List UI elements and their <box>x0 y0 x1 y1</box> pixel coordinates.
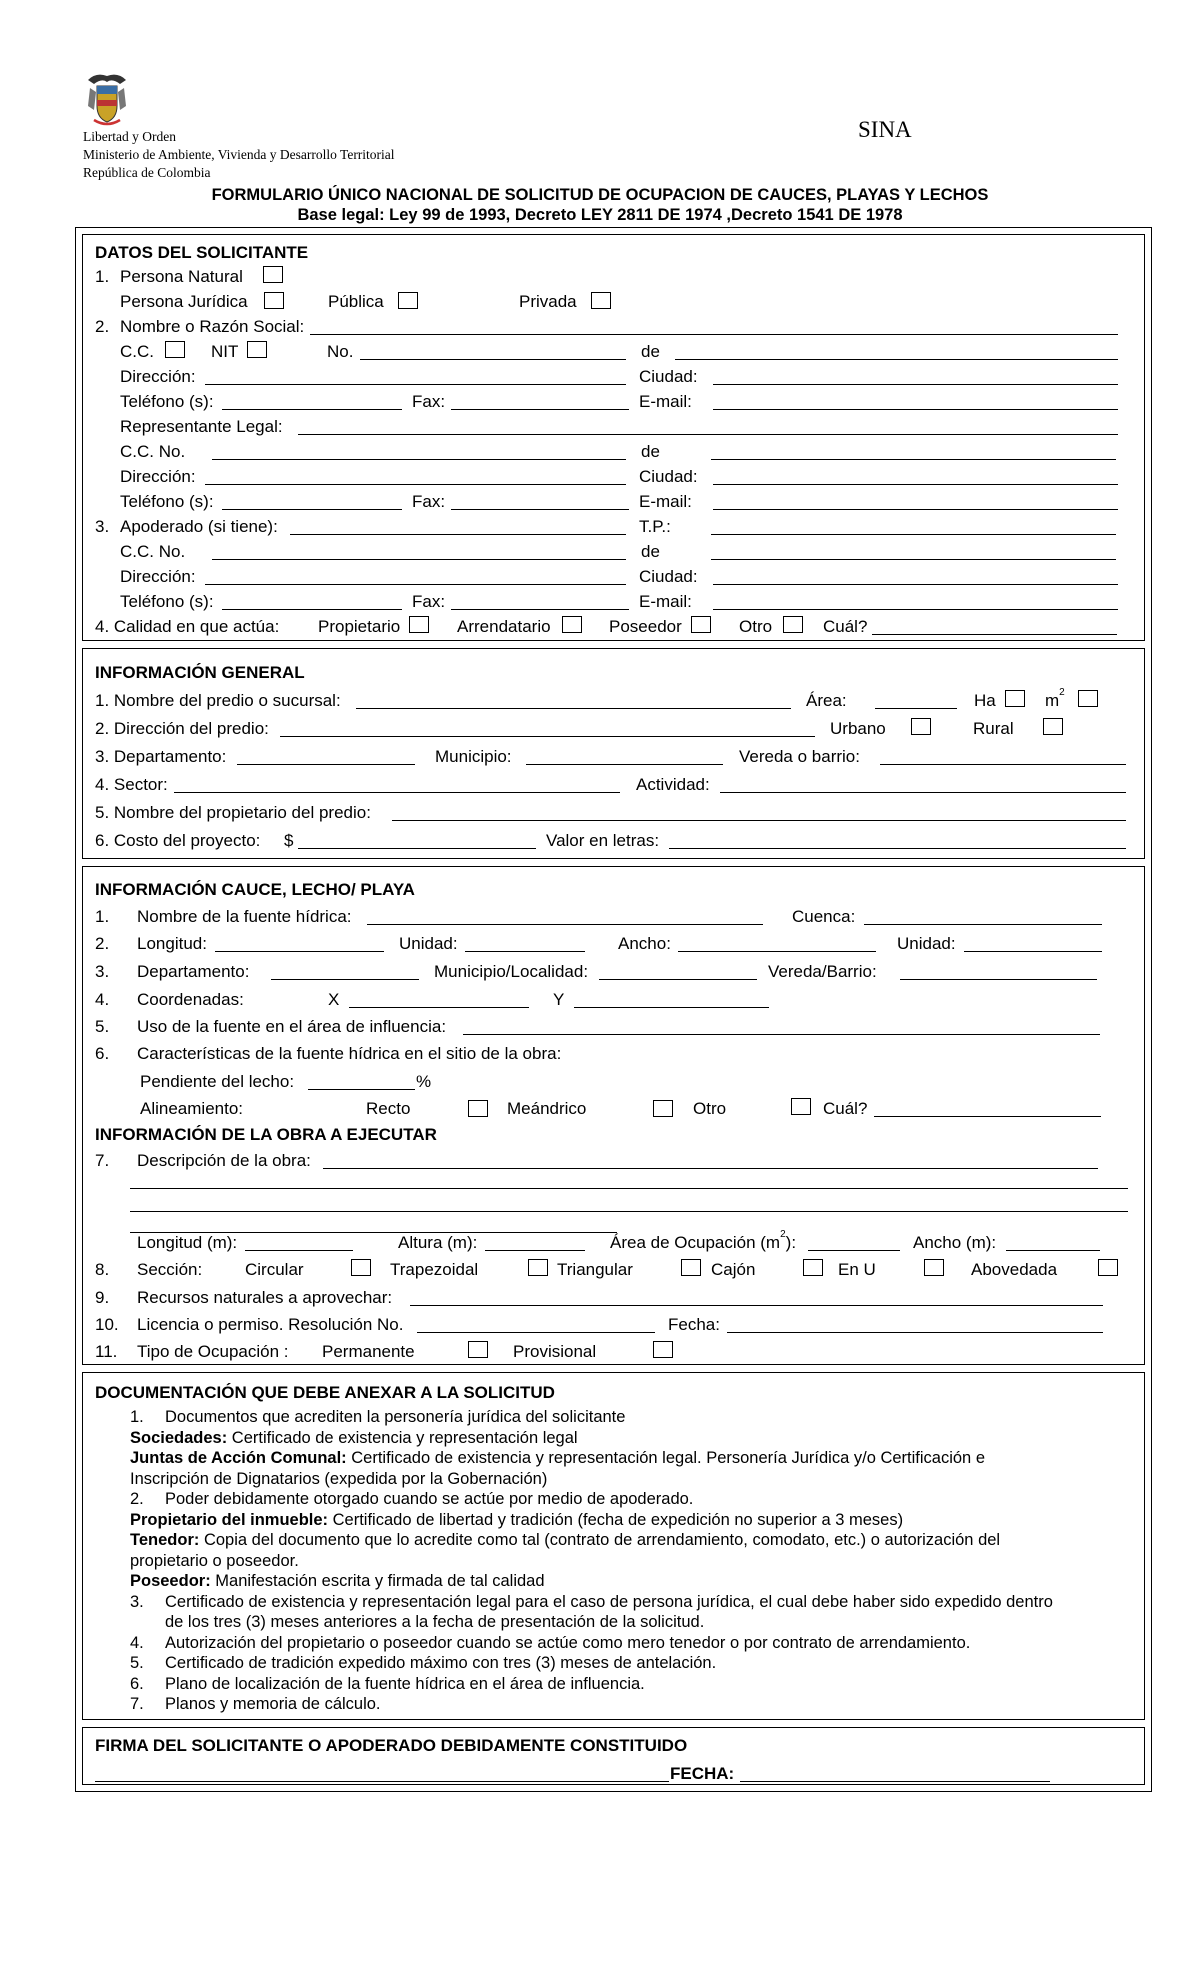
propietario-label: Propietario <box>318 617 401 636</box>
cauce-municipio-field[interactable] <box>599 979 757 980</box>
item-number: 3. <box>95 517 110 536</box>
doc-item-6: Plano de localización de la fuente hídrica en el área de influencia. <box>165 1675 645 1693</box>
cauce-municipio-label: Municipio/Localidad: <box>434 962 589 981</box>
rep-direccion-field[interactable] <box>205 484 626 485</box>
org-line-3: República de Colombia <box>83 165 211 180</box>
item-number: 5. <box>95 1017 110 1036</box>
rep-fax-label: Fax: <box>412 492 446 511</box>
rep-email-label: E-mail: <box>639 492 692 511</box>
costo-label: 6. Costo del proyecto: <box>95 831 261 850</box>
rep-telefono-field[interactable] <box>222 509 402 510</box>
apod-telefono-label: Teléfono (s): <box>120 592 214 611</box>
rep-cc-field[interactable] <box>212 459 626 460</box>
otro-label: Otro <box>739 617 773 636</box>
unidad-field[interactable] <box>465 951 585 952</box>
direccion-label: Dirección: <box>120 367 196 386</box>
licencia-fecha-field[interactable] <box>727 1332 1103 1333</box>
de-label: de <box>641 342 660 361</box>
altura-m-field[interactable] <box>485 1250 585 1251</box>
licencia-fecha-label: Fecha: <box>668 1315 720 1334</box>
rep-fax-field[interactable] <box>451 509 629 510</box>
unidad-label: Unidad: <box>399 934 458 953</box>
ancho-field[interactable] <box>678 951 876 952</box>
fuente-field[interactable] <box>367 924 763 925</box>
de-label: de <box>641 542 660 561</box>
item-number: 2. <box>95 317 110 336</box>
apod-telefono-field[interactable] <box>222 609 402 610</box>
apoderado-label: Apoderado (si tiene): <box>120 517 278 536</box>
apod-fax-label: Fax: <box>412 592 446 611</box>
firma-fecha-field[interactable] <box>740 1781 1050 1782</box>
uso-field[interactable] <box>463 1034 1100 1035</box>
sector-label: 4. Sector: <box>95 775 168 794</box>
fuente-label: Nombre de la fuente hídrica: <box>137 907 352 926</box>
doc-juntas-cont: Inscripción de Dignatarios (expedida por la Gobernación) <box>130 1470 548 1488</box>
urbano-checkbox[interactable] <box>911 718 931 735</box>
tp-field[interactable] <box>711 534 1116 535</box>
item-number: 9. <box>95 1288 110 1307</box>
persona-natural-checkbox[interactable] <box>263 266 283 283</box>
longitud-m-field[interactable] <box>245 1250 353 1251</box>
area-ocupacion-field[interactable] <box>808 1250 900 1251</box>
item-number: 1. <box>95 907 110 926</box>
nombre-razon-field[interactable] <box>310 334 1118 335</box>
vereda-label: Vereda o barrio: <box>739 747 860 766</box>
item-number: 4. <box>95 990 110 1009</box>
sector-field[interactable] <box>174 792 620 793</box>
org-line-1: Libertad y Orden <box>83 129 176 144</box>
licencia-label: Licencia o permiso. Resolución No. <box>137 1315 404 1334</box>
rep-cc-label: C.C. No. <box>120 442 186 461</box>
fax-label: Fax: <box>412 392 446 411</box>
telefono-field[interactable] <box>222 409 402 410</box>
doc-number: 2. <box>130 1490 144 1508</box>
provisional-checkbox[interactable] <box>653 1341 673 1358</box>
actividad-field[interactable] <box>720 792 1126 793</box>
email-field[interactable] <box>713 409 1118 410</box>
sina-label: SINA <box>858 117 912 142</box>
tp-label: T.P.: <box>639 517 671 536</box>
cual-field[interactable] <box>872 634 1117 635</box>
departamento-label: 3. Departamento: <box>95 747 227 766</box>
x-label: X <box>328 990 340 1009</box>
descripcion-field-3[interactable] <box>130 1211 1128 1212</box>
persona-juridica-label: Persona Jurídica <box>120 292 248 311</box>
triangular-checkbox[interactable] <box>681 1259 701 1276</box>
ciudad-label: Ciudad: <box>639 367 698 386</box>
ancho-m-field[interactable] <box>1006 1250 1100 1251</box>
cauce-otro-label: Otro <box>693 1099 727 1118</box>
municipio-label: Municipio: <box>435 747 512 766</box>
descripcion-field-1[interactable] <box>323 1168 1098 1169</box>
publica-checkbox[interactable] <box>398 292 418 309</box>
poseedor-label: Poseedor <box>609 617 682 636</box>
percent-sign: % <box>416 1072 432 1091</box>
nombre-razon-label: Nombre o Razón Social: <box>120 317 305 336</box>
rep-direccion-label: Dirección: <box>120 467 196 486</box>
valor-letras-label: Valor en letras: <box>546 831 660 850</box>
trapezoidal-checkbox[interactable] <box>528 1259 548 1276</box>
cual-label: Cuál? <box>823 617 868 636</box>
section-title: INFORMACIÓN CAUCE, LECHO/ PLAYA <box>95 880 415 899</box>
m2-checkbox[interactable] <box>1078 690 1098 707</box>
apod-direccion-label: Dirección: <box>120 567 196 586</box>
propietario-predio-label: 5. Nombre del propietario del predio: <box>95 803 371 822</box>
alineamiento-label: Alineamiento: <box>140 1099 244 1118</box>
propietario-predio-field[interactable] <box>392 820 1126 821</box>
item-number: 8. <box>95 1260 110 1279</box>
item-number: 3. <box>95 962 110 981</box>
fax-field[interactable] <box>451 409 629 410</box>
area-label: Área: <box>806 691 847 710</box>
circular-label: Circular <box>245 1260 304 1279</box>
arrendatario-label: Arrendatario <box>457 617 551 636</box>
m2-label: $m^2$ <box>1045 687 1065 710</box>
trapezoidal-label: Trapezoidal <box>390 1260 479 1279</box>
abovedada-checkbox[interactable] <box>1098 1259 1118 1276</box>
item-number: 2. <box>95 934 110 953</box>
doc-number: 1. <box>130 1408 144 1426</box>
unidad-2-field[interactable] <box>964 951 1102 952</box>
meandrico-checkbox[interactable] <box>653 1100 673 1117</box>
doc-tenedor: Tenedor: Copia del documento que lo acredite como tal (contrato de arrendamiento, comodato, etc.) o autorización del <box>130 1531 1001 1549</box>
coordenadas-label: Coordenadas: <box>137 990 244 1009</box>
doc-number: 3. <box>130 1593 144 1611</box>
en-u-checkbox[interactable] <box>924 1259 944 1276</box>
firma-field[interactable] <box>95 1781 669 1782</box>
item-number: 1. <box>95 267 110 286</box>
persona-juridica-checkbox[interactable] <box>264 292 284 309</box>
doc-juntas: Juntas de Acción Comunal: Certificado de existencia y representación legal. Personería Jurídica y/o Certificación e <box>130 1449 985 1467</box>
doc-item-3-cont: de los tres (3) meses anteriores a la fecha de presentación de la solicitud. <box>165 1613 705 1631</box>
rep-telefono-label: Teléfono (s): <box>120 492 214 511</box>
item-number: 11. <box>95 1342 118 1361</box>
nombre-predio-label: 1. Nombre del predio o sucursal: <box>95 691 341 710</box>
doc-propietario: Propietario del inmueble: Certificado de libertad y tradición (fecha de expedición no superior a 3 meses) <box>130 1511 904 1529</box>
apod-direccion-field[interactable] <box>205 584 626 585</box>
rural-checkbox[interactable] <box>1043 718 1063 735</box>
resolucion-field[interactable] <box>417 1332 655 1333</box>
org-line-2: Ministerio de Ambiente, Vivienda y Desarrollo Territorial <box>83 147 395 162</box>
coord-y-field[interactable] <box>574 1007 769 1008</box>
rep-cc-city-field[interactable] <box>711 459 1116 460</box>
altura-m-label: Altura (m): <box>398 1233 478 1252</box>
triangular-label: Triangular <box>557 1260 633 1279</box>
publica-label: Pública <box>328 292 384 311</box>
cauce-vereda-field[interactable] <box>900 979 1097 980</box>
direccion-field[interactable] <box>205 384 626 385</box>
ha-checkbox[interactable] <box>1005 690 1025 707</box>
cc-checkbox[interactable] <box>165 341 185 358</box>
recto-checkbox[interactable] <box>468 1100 488 1117</box>
no-label: No. <box>327 342 354 361</box>
item-number: 10. <box>95 1315 119 1334</box>
rural-label: Rural <box>973 719 1014 738</box>
cajon-checkbox[interactable] <box>803 1259 823 1276</box>
cauce-cual-label: Cuál? <box>823 1099 868 1118</box>
coat-of-arms-seal <box>82 70 132 128</box>
pendiente-label: Pendiente del lecho: <box>140 1072 295 1091</box>
municipio-field[interactable] <box>526 764 723 765</box>
document-number-field[interactable] <box>360 359 626 360</box>
caracteristicas-label: Características de la fuente hídrica en el sitio de la obra: <box>137 1044 562 1063</box>
permanente-label: Permanente <box>322 1342 415 1361</box>
ha-label: Ha <box>974 691 996 710</box>
obra-title: INFORMACIÓN DE LA OBRA A EJECUTAR <box>95 1125 437 1144</box>
ancho-m-label: Ancho (m): <box>913 1233 997 1252</box>
longitud-label: Longitud: <box>137 934 207 953</box>
departamento-field[interactable] <box>237 764 415 765</box>
nit-checkbox[interactable] <box>247 341 267 358</box>
doc-item-7: Planos y memoria de cálculo. <box>165 1695 381 1713</box>
direccion-predio-field[interactable] <box>280 736 815 737</box>
doc-item-2: Poder debidamente otorgado cuando se actúe por medio de apoderado. <box>165 1490 694 1508</box>
firma-fecha-label: FECHA: <box>670 1764 735 1783</box>
doc-sociedades: Sociedades: Certificado de existencia y representación legal <box>130 1429 578 1447</box>
privada-label: Privada <box>519 292 577 311</box>
valor-letras-field[interactable] <box>669 848 1126 849</box>
costo-field[interactable] <box>298 848 536 849</box>
cauce-departamento-label: Departamento: <box>137 962 250 981</box>
doc-number: 6. <box>130 1675 144 1693</box>
doc-item-5: Certificado de tradición expedido máximo con tres (3) meses de antelación. <box>165 1654 717 1672</box>
rep-ciudad-field[interactable] <box>713 484 1118 485</box>
descripcion-field-2[interactable] <box>130 1188 1128 1189</box>
poseedor-checkbox[interactable] <box>691 616 711 633</box>
telefono-label: Teléfono (s): <box>120 392 214 411</box>
doc-poseedor: Poseedor: Manifestación escrita y firmada de tal calidad <box>130 1572 545 1590</box>
unidad-2-label: Unidad: <box>897 934 956 953</box>
recursos-field[interactable] <box>410 1305 1103 1306</box>
item-number: 7. <box>95 1151 110 1170</box>
de-label: de <box>641 442 660 461</box>
otro-checkbox[interactable] <box>783 616 803 633</box>
email-label: E-mail: <box>639 392 692 411</box>
meandrico-label: Meándrico <box>507 1099 587 1118</box>
cc-label: C.C. <box>120 342 154 361</box>
item-number: 6. <box>95 1044 110 1063</box>
apod-fax-field[interactable] <box>451 609 629 610</box>
provisional-label: Provisional <box>513 1342 597 1361</box>
coord-x-field[interactable] <box>349 1007 529 1008</box>
cajon-label: Cajón <box>711 1260 756 1279</box>
abovedada-label: Abovedada <box>971 1260 1058 1279</box>
section-title: DOCUMENTACIÓN QUE DEBE ANEXAR A LA SOLICITUD <box>95 1383 555 1402</box>
descripcion-label: Descripción de la obra: <box>137 1151 311 1170</box>
arrendatario-checkbox[interactable] <box>562 616 582 633</box>
form-title: FORMULARIO ÚNICO NACIONAL DE SOLICITUD DE OCUPACION DE CAUCES, PLAYAS Y LECHOS <box>211 186 989 204</box>
ciudad-field[interactable] <box>713 384 1118 385</box>
apod-cc-label: C.C. No. <box>120 542 186 561</box>
section-title: FIRMA DEL SOLICITANTE O APODERADO DEBIDAMENTE CONSTITUIDO <box>95 1736 688 1755</box>
doc-item-4: Autorización del propietario o poseedor cuando se actúe como mero tenedor o por contrato de arrendamiento. <box>165 1634 971 1652</box>
tipo-ocupacion-label: Tipo de Ocupación : <box>137 1342 289 1361</box>
pendiente-field[interactable] <box>308 1089 415 1090</box>
doc-number: 7. <box>130 1695 144 1713</box>
en-u-label: En U <box>838 1260 876 1279</box>
persona-natural-label: Persona Natural <box>120 267 243 286</box>
cauce-departamento-field[interactable] <box>271 979 419 980</box>
y-label: Y <box>553 990 565 1009</box>
apod-ciudad-label: Ciudad: <box>639 567 698 586</box>
rep-email-field[interactable] <box>713 509 1118 510</box>
doc-item-3: Certificado de existencia y representación legal para el caso de persona jurídica, el cual debe haber sido expedido dentro <box>165 1593 1053 1611</box>
representante-label: Representante Legal: <box>120 417 283 436</box>
seccion-label: Sección: <box>137 1260 203 1279</box>
area-field[interactable] <box>875 708 957 709</box>
cuenca-label: Cuenca: <box>792 907 856 926</box>
document-city-field[interactable] <box>675 359 1118 360</box>
circular-checkbox[interactable] <box>351 1259 371 1276</box>
nombre-predio-field[interactable] <box>356 708 791 709</box>
apoderado-field[interactable] <box>290 534 626 535</box>
recto-label: Recto <box>366 1099 411 1118</box>
doc-tenedor-cont: propietario o poseedor. <box>130 1552 299 1570</box>
cauce-cual-field[interactable] <box>874 1116 1101 1117</box>
propietario-checkbox[interactable] <box>409 616 429 633</box>
actividad-label: Actividad: <box>636 775 710 794</box>
longitud-field[interactable] <box>215 951 384 952</box>
urbano-label: Urbano <box>830 719 886 738</box>
doc-item-1: Documentos que acrediten la personería jurídica del solicitante <box>165 1408 626 1426</box>
cauce-otro-checkbox[interactable] <box>791 1098 811 1115</box>
cauce-vereda-label: Vereda/Barrio: <box>768 962 877 981</box>
nit-label: NIT <box>211 342 239 361</box>
apod-email-field[interactable] <box>713 609 1118 610</box>
apod-cc-city-field[interactable] <box>711 559 1116 560</box>
representante-field[interactable] <box>298 434 1118 435</box>
apod-email-label: E-mail: <box>639 592 692 611</box>
section-title: DATOS DEL SOLICITANTE <box>95 243 309 262</box>
uso-label: Uso de la fuente en el área de influencia: <box>137 1017 447 1036</box>
apod-cc-field[interactable] <box>212 559 626 560</box>
privada-checkbox[interactable] <box>591 292 611 309</box>
cuenca-field[interactable] <box>864 924 1102 925</box>
rep-ciudad-label: Ciudad: <box>639 467 698 486</box>
permanente-checkbox[interactable] <box>468 1341 488 1358</box>
apod-ciudad-field[interactable] <box>713 584 1118 585</box>
doc-number: 4. <box>130 1634 144 1652</box>
ancho-label: Ancho: <box>618 934 671 953</box>
dollar-sign: $ <box>284 831 294 850</box>
direccion-predio-label: 2. Dirección del predio: <box>95 719 269 738</box>
base-legal: Base legal: Ley 99 de 1993, Decreto LEY 2811 DE 1974 ,Decreto 1541 DE 1978 <box>297 206 903 224</box>
area-ocupacion-label: Área de Ocupación $(m^2)$: <box>610 1229 797 1252</box>
calidad-label: 4. Calidad en que actúa: <box>95 617 280 636</box>
section-title: INFORMACIÓN GENERAL <box>95 663 305 682</box>
longitud-m-label: Longitud (m): <box>137 1233 238 1252</box>
doc-number: 5. <box>130 1654 144 1672</box>
vereda-field[interactable] <box>880 764 1126 765</box>
recursos-label: Recursos naturales a aprovechar: <box>137 1288 393 1307</box>
